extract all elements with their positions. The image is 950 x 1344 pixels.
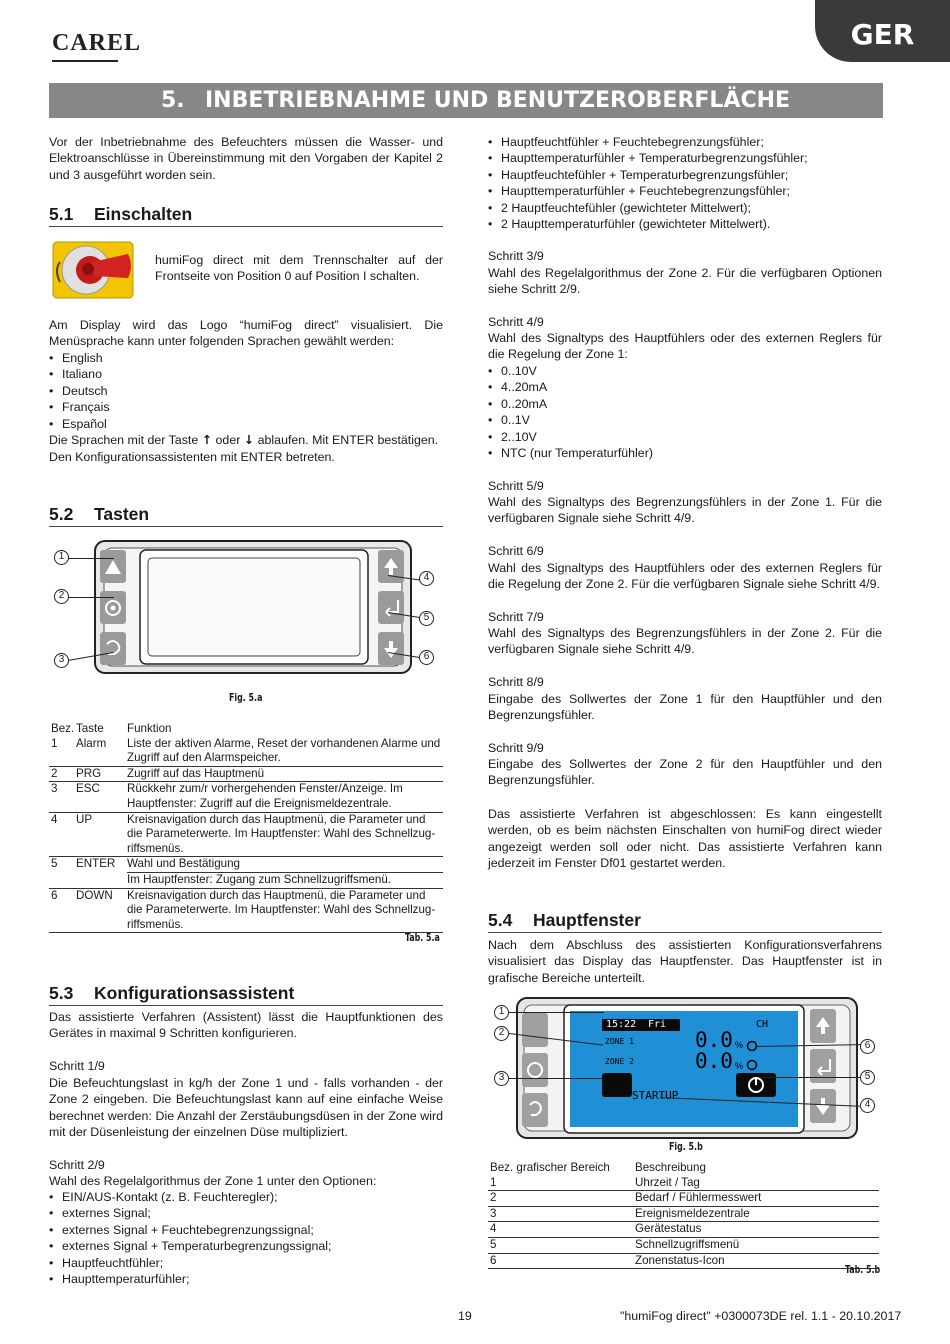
callout-line [509,1078,602,1079]
figure-caption: Fig. 5.a [229,691,263,704]
table-row: 4 UP Kreisnavigation durch das Hauptmenü, die Parameter und die Parameterwerte. Im Hauptfenster: Wahl des Schnellzug-riffsmenüs. [49,812,443,857]
step-2-text: Wahl des Regelalgorithmus der Zone 1 unter den Optionen: [49,1174,377,1188]
list-item: • Haupttemperaturfühler + Temperaturbegrenzungsfühler; [488,150,882,166]
lcd-status: STARTUP [632,1089,679,1102]
callout-line [68,597,114,598]
table-row: 5 ENTER Wahl und Bestätigung [49,857,443,873]
step-7-text: Wahl des Signaltyps des Begrenzungsfühlers in der Zone 2. Für die verfügbaren Signale siehe Schritt 4/9. [488,626,882,657]
list-item: • Hauptfeuchtefühler + Temperaturbegrenzungsfühler; [488,167,882,183]
language-list [49,350,443,432]
callout-3: 3 [494,1071,509,1086]
table-row: Im Hauptfenster: Zugang zum Schnellzugriffsmenü. [49,872,443,888]
table-row: 6 DOWN Kreisnavigation durch das Hauptmenü, die Parameter und die Parameterwerte. Im Hauptfenster: Wahl des Schnellzug-riffsmenüs. [49,888,443,933]
list-item: • externes Signal + Temperaturbegrenzungssignal; [49,1238,443,1254]
switch-instruction: humiFog direct mit dem Trennschalter auf der Frontseite von Position 0 auf Position I schalten. [155,253,443,284]
list-item: • Haupttemperaturfühler + Feuchtebegrenzungsfühler; [488,183,882,199]
section-5-3-heading: 5.3 Konfigurationsassistent [49,985,443,1006]
lcd-unit: % [735,1040,744,1050]
lcd-value-zone2: 0.0 [695,1049,733,1073]
list-item: • 2 Haupttemperaturfühler (gewichteter Mittelwert). [488,216,882,232]
step-8-title: Schritt 8/9 [488,675,544,689]
step-3-text: Wahl des Regelalgorithmus der Zone 2. Für die verfügbaren Optionen siehe Schritt 2/9. [488,266,882,297]
step-2-title: Schritt 2/9 [49,1158,105,1172]
graphic-areas-table: Bez. grafischer Bereich Beschreibung 1 Uhrzeit / Tag 2 Bedarf / Fühlermesswert 3 Ereignismeldezentrale 4 Gerätestatus 5 Schnellzugriffsmenü 6 Zonenstatus-Icon [488,1161,879,1269]
table-row: 1 Alarm Liste der aktiven Alarme, Reset der vorhandenen Alarme und Zugriff auf den Alarmspeicher. [49,737,443,767]
step-4-title: Schritt 4/9 [488,315,544,329]
step-4-text: Wahl des Signaltyps des Hauptfühlers oder des externen Reglers für die Regelung der Zone 1: [488,331,882,362]
main-window-figure [490,995,882,1143]
page-number: 19 [458,1309,472,1323]
wizard-intro: Das assistierte Verfahren (Assistent) lässt die Hauptfunktionen des Gerätes in maximal 9 Schritten konfigurieren. [49,1010,443,1041]
list-item: • 0..20mA [488,396,882,412]
list-item: • 0..1V [488,412,882,428]
chapter-number: 5. [161,88,185,113]
section-5-1-heading: 5.1 Einschalten [49,206,443,227]
list-item: • 4..20mA [488,379,882,395]
language-tab: GER [815,0,950,62]
logo-underline [52,60,118,62]
disconnect-switch-image [50,240,136,300]
lcd-zone1: ZONE 1 [605,1037,634,1046]
list-item: • externes Signal; [49,1205,443,1221]
step-6-text: Wahl des Signaltyps des Hauptfühlers oder des externen Reglers für die Regelung der Zone 2. Für die verfügbaren Signale siehe Schritt 4/9. [488,561,882,592]
callout-line [509,1012,604,1013]
callout-line [760,1077,860,1078]
table-row: 2 PRG Zugriff auf das Hauptmenü [49,766,443,782]
table-caption: Tab. 5.b [845,1263,881,1276]
lcd-time: 15:22 [606,1019,637,1030]
wizard-enter-text: Den Konfigurationsassistenten mit ENTER betreten. [49,450,335,464]
scroll-instruction: Die Sprachen mit der Taste ↑ oder ↓ ablaufen. Mit ENTER bestätigen. [49,432,439,447]
table-row: 2 Bedarf / Fühlermesswert [488,1191,879,1207]
callout-1: 1 [494,1005,509,1020]
figure-caption: Fig. 5.b [669,1140,703,1153]
keys-table: Bez. Taste Funktion 1 Alarm Liste der aktiven Alarme, Reset der vorhandenen Alarme und Zugriff auf den Alarmspeicher. 2 PRG Zugriff auf das Hauptmenü 3 ESC Rückkehr zum/r vorhergehenden Fenster/Anzeige. Im Hauptfenster: Zugriff auf die Ereignismeldezentrale. 4 UP Kreisnavigation durch das Hauptmenü, die Parameter und die Parameterwerte. Im Hauptfenster: Wahl des Schnellzug-riffsmenüs. 5 ENTER Wahl und Bestätigung Im Hauptfenster: Zugang zum Schnellzugriffsmenü. 6 DOWN Kreisnavigation durch das Hauptmenü, die Parameter und die Parameterwerte. Im Hauptfenster: Wahl des Schnellzug-riffsmenüs. [49,722,443,933]
list-item: • Deutsch [49,383,443,399]
callout-4: 4 [419,571,434,586]
display-paragraph: Am Display wird das Logo “humiFog direct” visualisiert. Die Menüsprache kann unter folgenden Sprachen gewählt werden: [49,318,443,349]
list-item: • Français [49,399,443,415]
callout-line [68,558,114,559]
arrow-down-icon: ↓ [243,432,255,447]
chapter-banner [49,83,883,118]
main-window-intro: Nach dem Abschluss des assistierten Konfigurationsverfahrens visualisiert das Display das Hauptfenster. Das Hauptfenster ist in grafische Bereiche unterteilt. [488,938,882,985]
list-item: • NTC (nur Temperaturfühler) [488,445,882,461]
list-item: • 2 Hauptfeuchtefühler (gewichteter Mittelwert); [488,200,882,216]
arrow-up-icon: ↑ [201,432,213,447]
table-row: 3 ESC Rückkehr zum/r vorhergehenden Fenster/Anzeige. Im Hauptfenster: Zugriff auf die Ereignismeldezentrale. [49,782,443,812]
callout-2: 2 [494,1026,509,1041]
callout-2: 2 [54,589,69,604]
list-item: • EIN/AUS-Kontakt (z. B. Feuchteregler); [49,1189,443,1205]
step-4-options [488,363,882,461]
table-row: 5 Schnellzugriffsmenü [488,1237,879,1253]
callout-1: 1 [54,550,69,565]
step-1-text: Die Befeuchtungslast in kg/h der Zone 1 und - falls vorhanden - der Zone 2 eingeben. Die Befeuchtungslast kann auf eine einfache Weise berechnet werden: Die Anzahl der Zerstäubungsdüsen in der Zone wird mit der Düsenleistung der einzelnen Düse multipliziert. [49,1076,443,1140]
step-9-text: Eingabe des Sollwertes der Zone 2 für den Hauptfühler und den Begrenzungsfühler. [488,757,882,788]
step-5-text: Wahl des Signaltyps des Begrenzungsfühlers in der Zone 1. Für die verfügbaren Signale siehe Schritt 4/9. [488,495,882,526]
step-7-title: Schritt 7/9 [488,610,544,624]
callout-4: 4 [860,1098,875,1113]
callout-5: 5 [419,611,434,626]
list-item: • 0..10V [488,363,882,379]
list-item: • Hauptfeuchtfühler + Feuchtebegrenzungsfühler; [488,134,882,150]
list-item: • Español [49,416,443,432]
lcd-day: Fri [648,1019,667,1030]
table-row: 3 Ereignismeldezentrale [488,1206,879,1222]
chapter-title: INBETRIEBNAHME UND BENUTZEROBERFLÄCHE [205,88,791,113]
step-9-title: Schritt 9/9 [488,741,544,755]
callout-6: 6 [419,650,434,665]
list-item: • Haupttemperaturfühler; [49,1271,443,1287]
document-reference: "humiFog direct" +0300073DE rel. 1.1 - 20.10.2017 [620,1309,902,1323]
step-6-title: Schritt 6/9 [488,544,544,558]
lcd-zone2: ZONE 2 [605,1057,634,1066]
step-1-title: Schritt 1/9 [49,1059,105,1073]
list-item: • Italiano [49,366,443,382]
intro-paragraph: Vor der Inbetriebnahme des Befeuchters müssen die Wasser- und Elektroanschlüsse in Übereinstimmung mit den Vorgaben der Kapitel 2 und 3 ausgeführt worden sein. [49,135,443,182]
lcd-value-zone1: 0.0 [695,1028,733,1052]
step-2-options [49,1189,443,1287]
step-5-title: Schritt 5/9 [488,479,544,493]
lcd-ch: CH [756,1019,769,1030]
table-row: 1 Uhrzeit / Tag [488,1176,879,1191]
section-5-4-heading: 5.4 Hauptfenster [488,912,882,933]
step-3-title: Schritt 3/9 [488,249,544,263]
list-item: • Hauptfeuchtfühler; [49,1255,443,1271]
lcd-unit: % [735,1061,744,1071]
step-2-options-continued [488,134,882,232]
section-5-2-heading: 5.2 Tasten [49,506,443,527]
table-row: 6 Zonenstatus-Icon [488,1253,879,1269]
wizard-complete-text: Das assistierte Verfahren ist abgeschlossen: Es kann eingestellt werden, ob es beim nächsten Einschalten von humiFog direct wieder angezeigt werden soll oder nicht. Das assistierte Verfahren kann jederzeit im Fenster Df01 gestartet werden. [488,807,882,871]
list-item: • 2..10V [488,429,882,445]
table-caption: Tab. 5.a [405,931,440,944]
callout-3: 3 [54,653,69,668]
table-row: 4 Gerätestatus [488,1222,879,1238]
callout-5: 5 [860,1070,875,1085]
list-item: • English [49,350,443,366]
list-item: • externes Signal + Feuchtebegrenzungssignal; [49,1222,443,1238]
step-8-text: Eingabe des Sollwertes der Zone 1 für den Hauptfühler und den Begrenzungsfühler. [488,692,882,723]
callout-6: 6 [860,1039,875,1054]
carel-logo: CAREL [52,30,142,56]
